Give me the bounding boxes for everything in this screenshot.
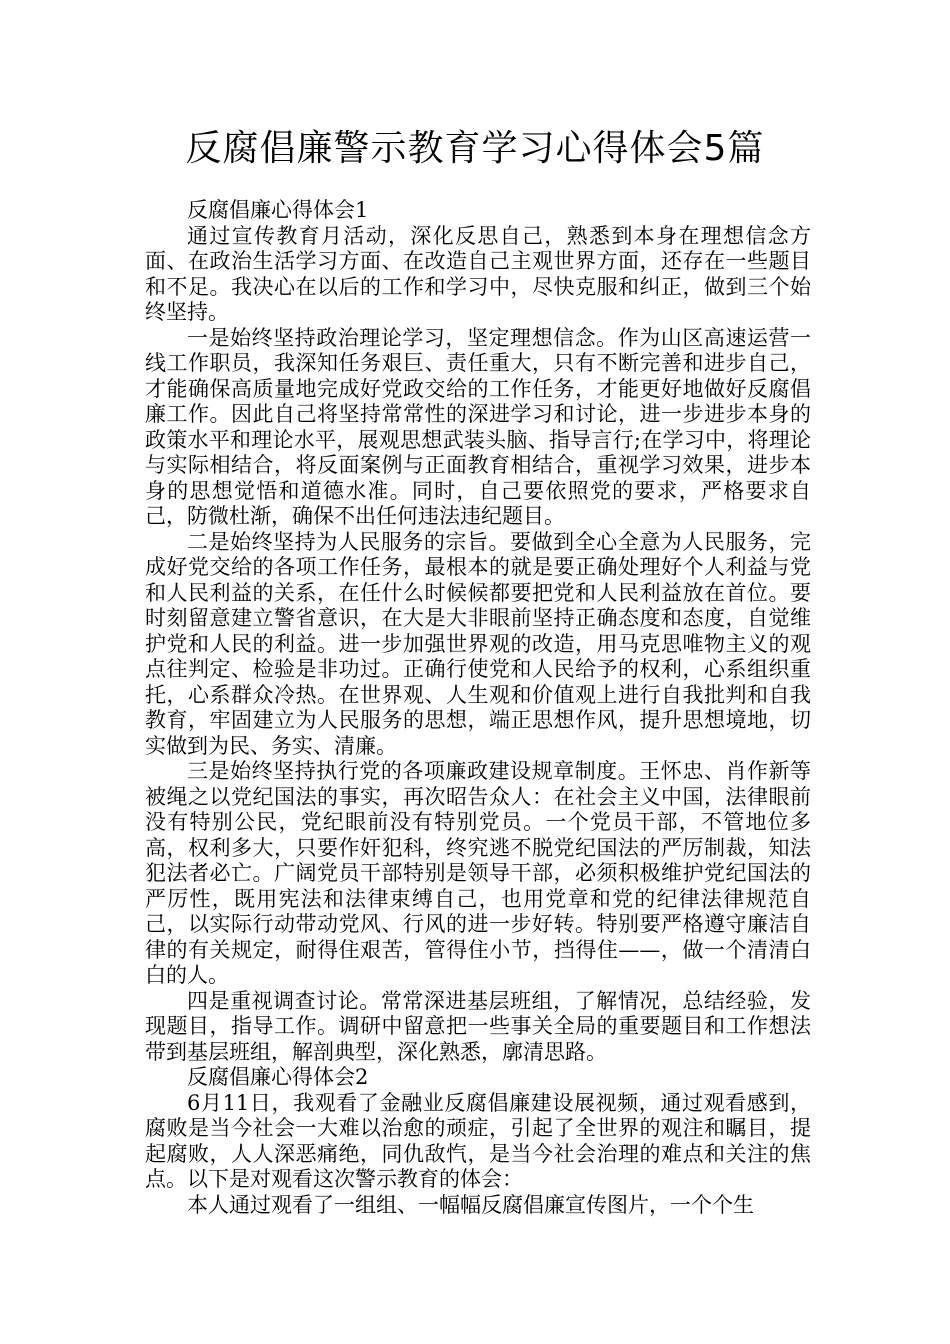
document-title: 反腐倡廉警示教育学习心得体会5篇: [185, 128, 765, 169]
section-heading-2: 反腐倡廉心得体会2: [187, 1065, 369, 1089]
section-heading-1: 反腐倡廉心得体会1: [187, 198, 369, 222]
paragraph-point-1: 一是始终坚持政治理论学习，坚定理想信念。作为山区高速运营一线工作职员，我深知任务艰巨、责任重大，只有不断完善和进步自己，才能确保高质量地完成好党政交给的工作任务，才能更好地做好反腐倡廉工作。因此自己将坚持常常性的深进学习和讨论，进一步进步本身的政策水平和理论水平，展观思想武装头脑、指导言行;在学习中，将理论与实际相结合，将反面案例与正面教育相结合，重视学习效果，进步本身的思想觉悟和道德水准。同时，自己要依照党的要求，严格要求自己，防微杜渐，确保不出任何违法违纪题目。: [145, 325, 811, 528]
paragraph-point-2: 二是始终坚持为人民服务的宗旨。要做到全心全意为人民服务，完成好党交给的各项工作任务，最根本的就是要正确处理好个人利益与党和人民利益的关系，在任什么时候候都要把党和人民利益放在首位。要时刻留意建立警省意识，在大是大非眼前坚持正确态度和态度，自觉维护党和人民的利益。进一步加强世界观的改造，用马克思唯物主义的观点往判定、检验是非功过。正确行使党和人民给予的权利，心系组织重托，心系群众冷热。在世界观、人生观和价值观上进行自我批判和自我教育，牢固建立为人民服务的思想，端正思想作风，提升思想境地，切实做到为民、务实、清廉。: [145, 529, 811, 758]
document-body: [145, 198, 811, 1218]
paragraph-section2-continued: 本人通过观看了一组组、一幅幅反腐倡廉宣传图片，一个个生: [187, 1192, 754, 1217]
paragraph-intro: 通过宣传教育月活动，深化反思自己，熟悉到本身在理想信念方面、在政治生活学习方面、在改造自己主观世界方面，还存在一些题目和不足。我决心在以后的工作和学习中，尽快克服和纠正，做到三个始终坚持。: [145, 223, 811, 324]
paragraph-point-4: 四是重视调查讨论。常常深进基层班组，了解情况，总结经验，发现题目，指导工作。调研中留意把一些事关全局的重要题目和工作想法带到基层班组，解剖典型，深化熟悉，廓清思路。: [145, 988, 811, 1064]
paragraph-point-3: 三是始终坚持执行党的各项廉政建设规章制度。王怀忠、肖作新等被绳之以党纪国法的事实，再次昭告众人：在社会主义中国，法律眼前没有特别公民，党纪眼前没有特别党员。一个党员干部，不管地位多高，权利多大，只要作奸犯科，终究逃不脱党纪国法的严厉制裁，知法犯法者必亡。广阔党员干部特别是领导干部，必须积极维护党纪国法的严厉性，既用宪法和法律束缚自己，也用党章和党的纪律法律规范自己，以实际行动带动党风、行风的进一步好转。特别要严格遵守廉洁自律的有关规定，耐得住艰苦，管得住小节，挡得住——，做一个清清白白的人。: [145, 759, 811, 987]
paragraph-section2-intro: 6月11日，我观看了金融业反腐倡廉建设展视频，通过观看感到，腐败是当今社会一大难以治愈的顽症，引起了全世界的观注和瞩目，提起腐败，人人深恶痛绝，同仇敌忾，是当今社会治理的难点和关注的焦点。以下是对观看这次警示教育的体会：: [145, 1090, 811, 1191]
